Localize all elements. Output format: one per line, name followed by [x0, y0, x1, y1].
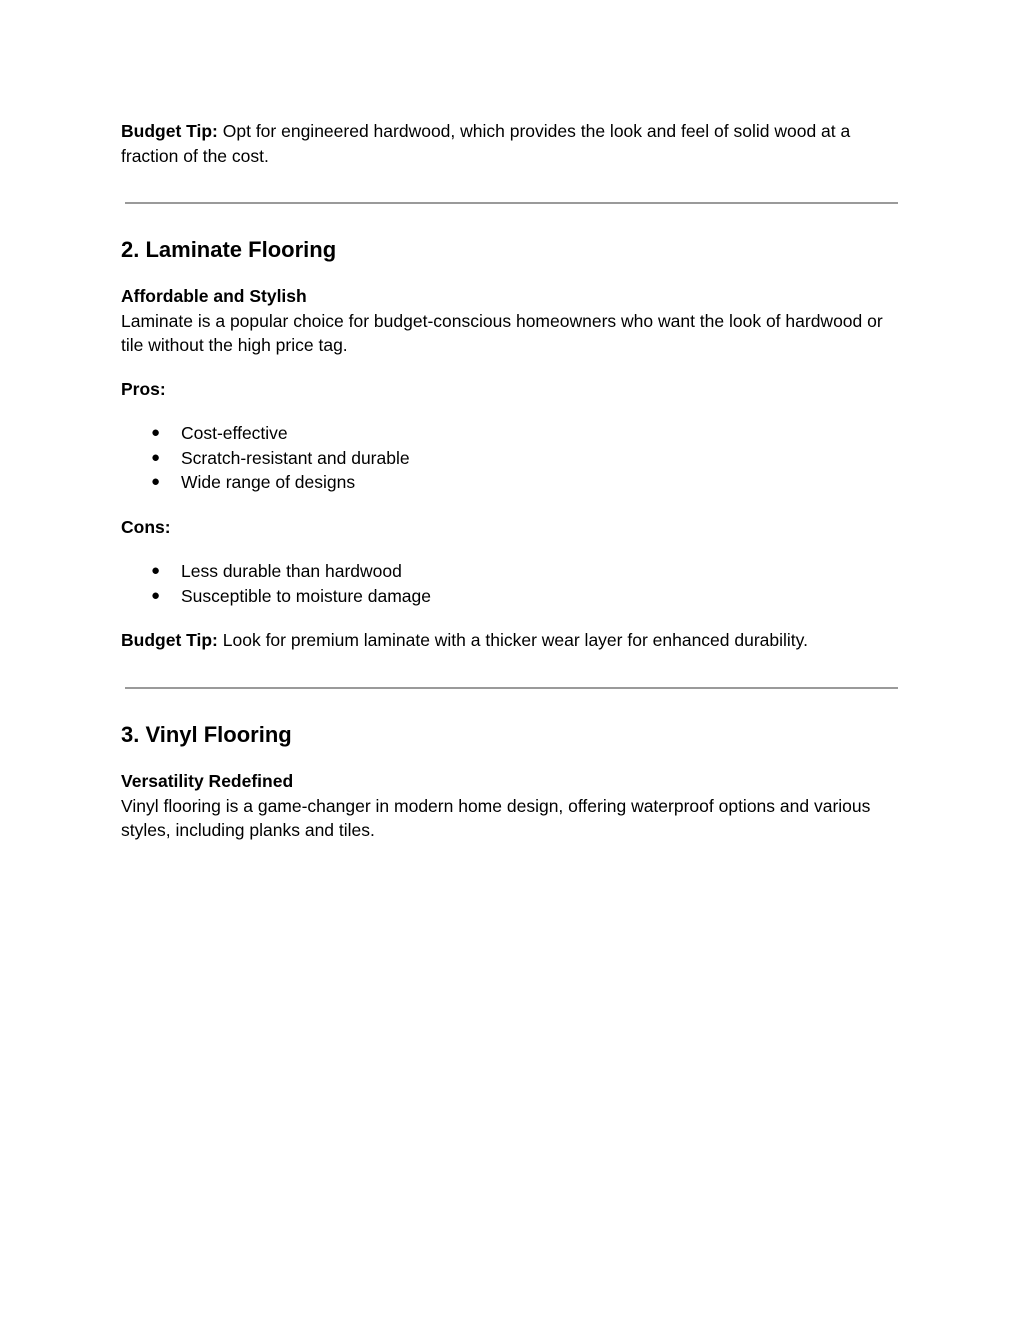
- list-item-text: Less durable than hardwood: [181, 561, 402, 581]
- list-item-text: Susceptible to moisture damage: [181, 585, 431, 606]
- pros-label: Pros:: [121, 379, 166, 399]
- vinyl-heading: 3. Vinyl Flooring: [121, 722, 292, 747]
- cons-list: [121, 559, 906, 608]
- list-item-text: Wide range of designs: [181, 472, 356, 492]
- bullet-icon: ●: [151, 473, 161, 490]
- budget-tip-label: Budget Tip:: [121, 121, 218, 141]
- section-divider: [125, 687, 898, 689]
- list-item: [121, 446, 906, 471]
- budget-tip-label: Budget Tip:: [121, 630, 218, 650]
- pros-list: [121, 421, 906, 495]
- vinyl-subheading: Versatility Redefined: [121, 771, 294, 791]
- list-item: [121, 584, 906, 609]
- laminate-description: Laminate is a popular choice for budget-conscious homeowners who want the look of hardwood or tile without the high price tag.: [121, 310, 883, 355]
- vinyl-description: Vinyl flooring is a game-changer in modern home design, offering waterproof options and various styles, including planks and tiles.: [121, 795, 871, 840]
- laminate-heading: 2. Laminate Flooring: [121, 237, 337, 262]
- section-divider: [125, 202, 898, 204]
- bullet-icon: ●: [151, 424, 161, 441]
- bullet-icon: ●: [151, 448, 161, 466]
- list-item: [121, 559, 906, 584]
- cons-label: Cons:: [121, 517, 171, 537]
- budget-tip-text: Opt for engineered hardwood, which provides the look and feel of solid wood at a fraction of the cost.: [121, 121, 851, 166]
- list-item-text: Scratch-resistant and durable: [181, 447, 410, 468]
- bullet-icon: ●: [151, 586, 161, 604]
- bullet-icon: ●: [151, 562, 161, 579]
- list-item: [121, 421, 906, 446]
- laminate-budget-tip: [121, 628, 906, 653]
- hardwood-budget-tip: [121, 119, 906, 168]
- budget-tip-text: Look for premium laminate with a thicker wear layer for enhanced durability.: [217, 630, 808, 650]
- list-item-text: Cost-effective: [181, 423, 288, 443]
- laminate-subheading: Affordable and Stylish: [121, 286, 307, 306]
- list-item: [121, 470, 906, 495]
